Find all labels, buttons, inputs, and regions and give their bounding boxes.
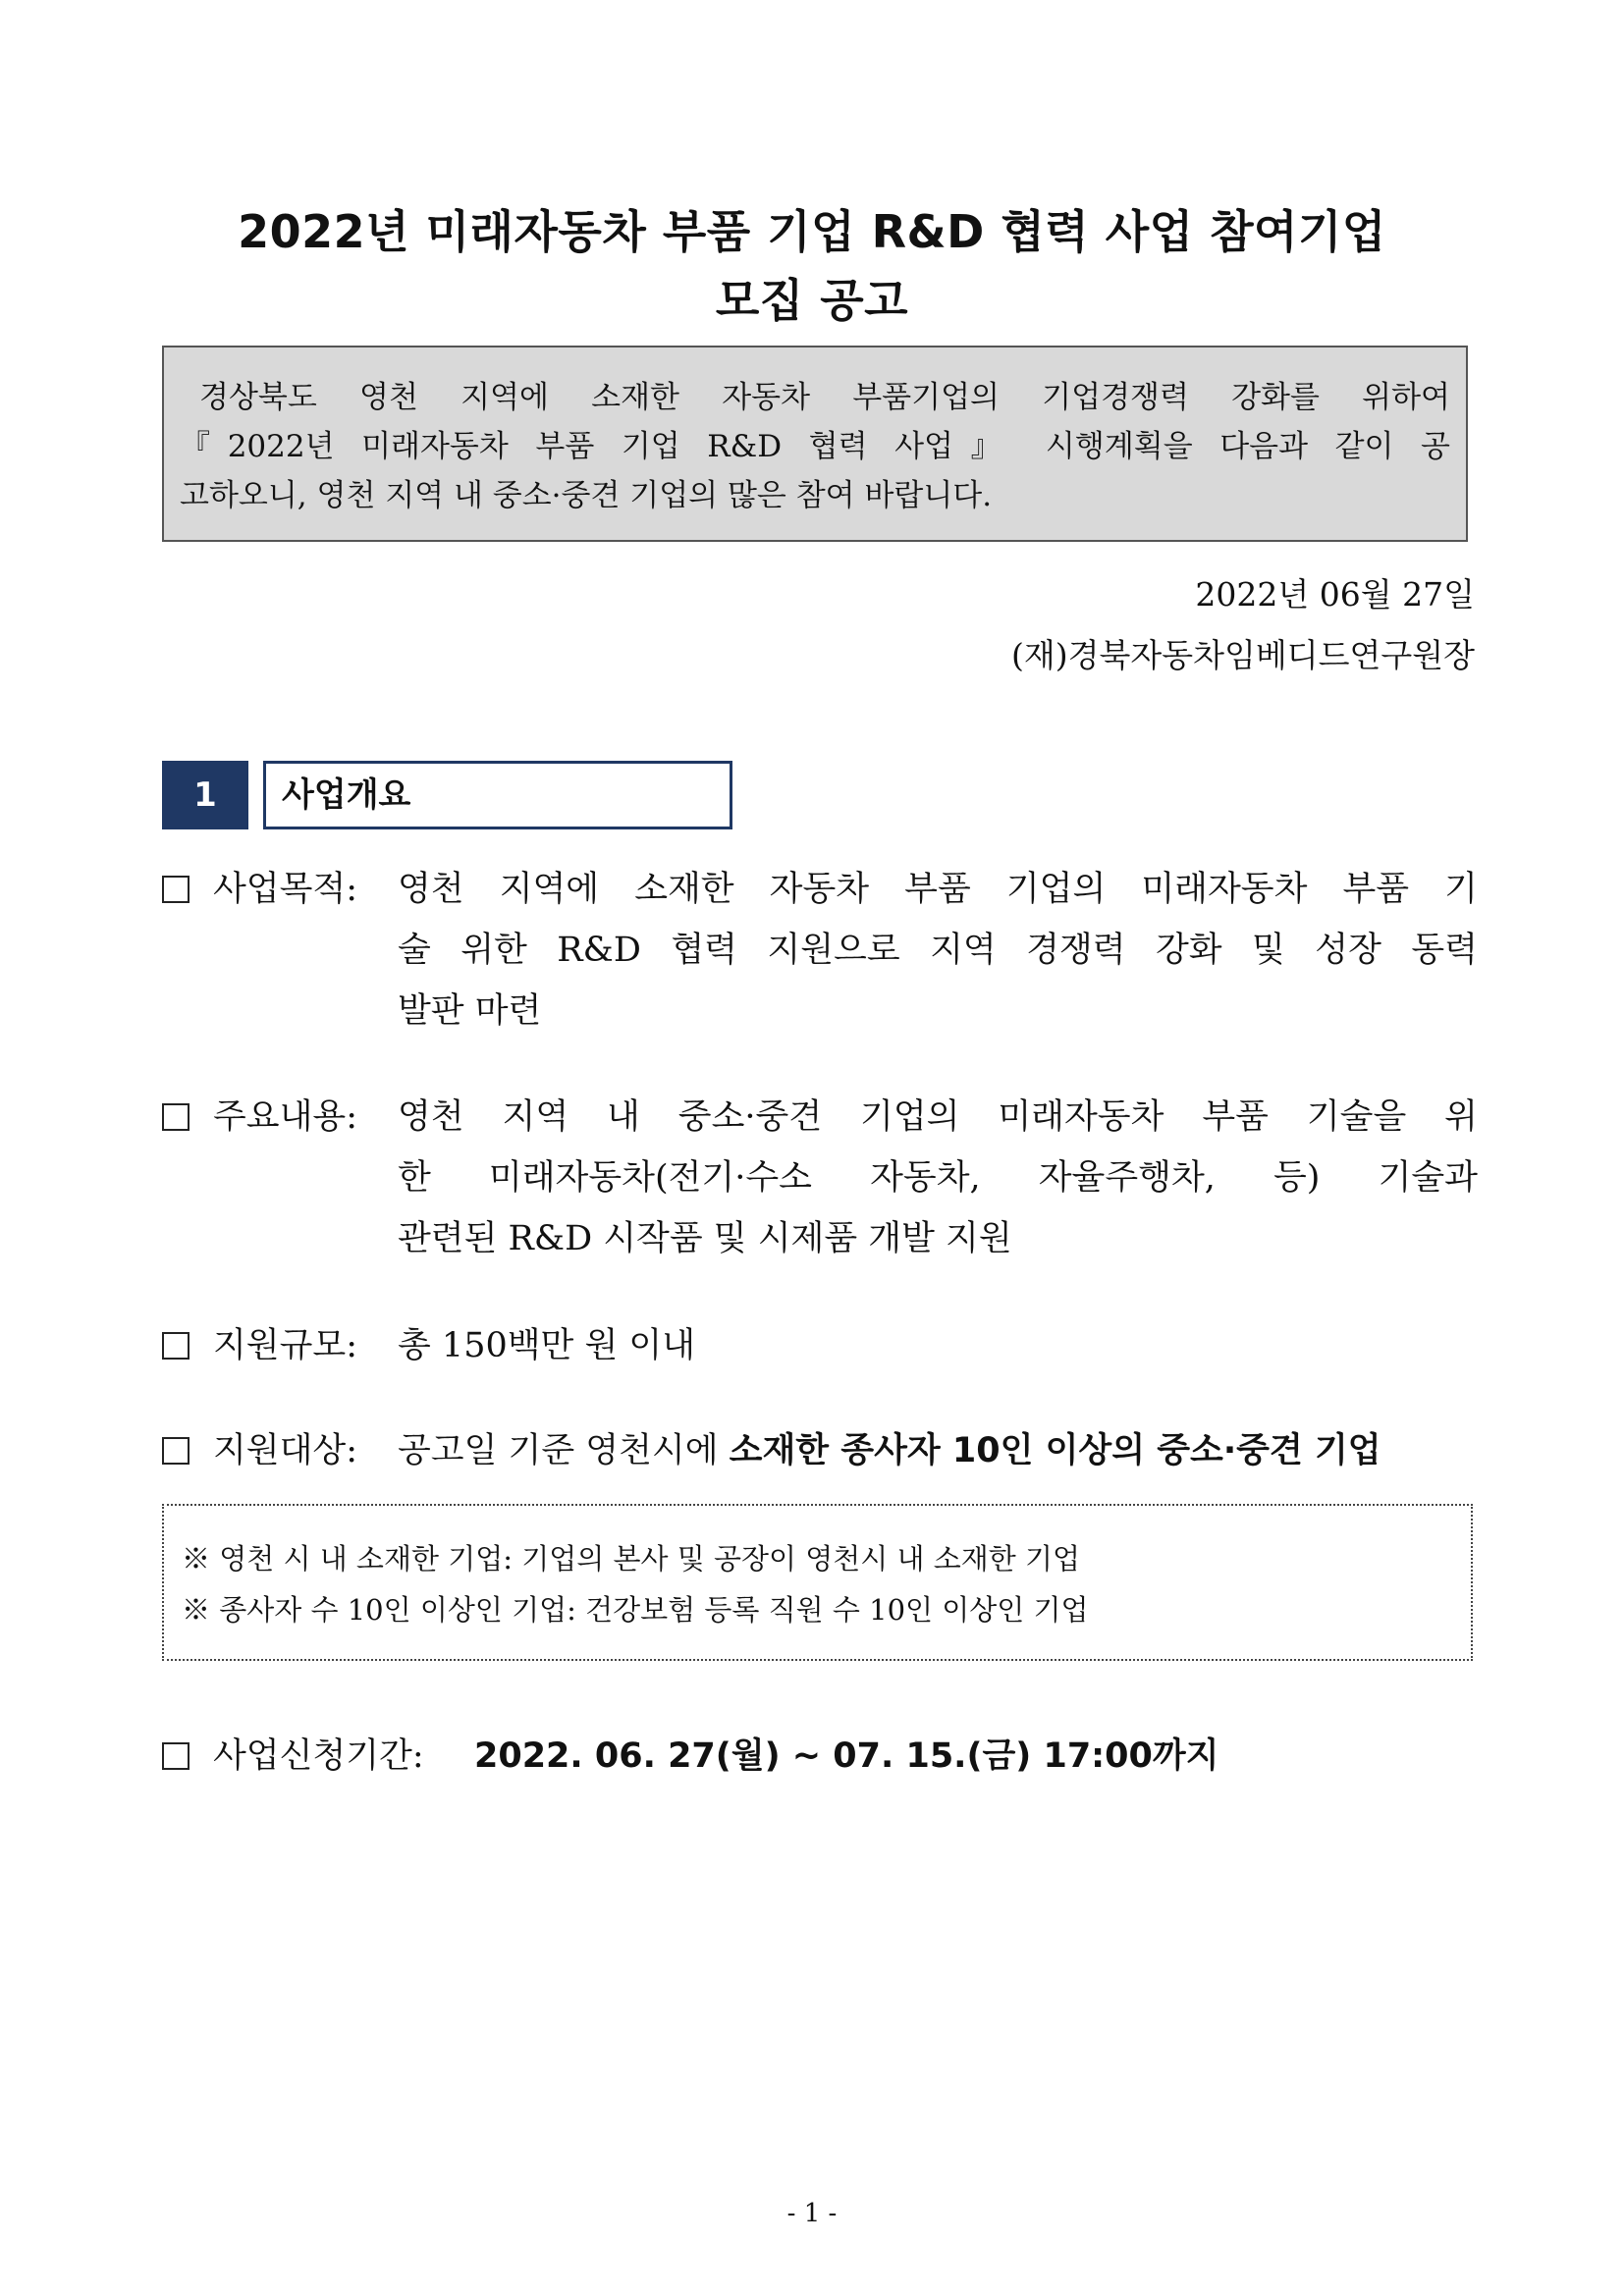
item-text-line1: 영천 지역에 소재한 자동차 부품 기업의 미래자동차 부품 기 <box>398 870 1478 909</box>
item-target <box>162 1420 1478 1481</box>
checkbox-icon <box>162 1437 189 1465</box>
item-text-line3: 관련된 R&D 시작품 및 시제품 개발 지원 <box>398 1219 1012 1258</box>
checkbox-icon <box>162 1103 189 1131</box>
page-number: - 1 - <box>786 2199 838 2228</box>
item-text-bold: 소재한 종사자 10인 이상의 중소·중견 기업 <box>729 1431 1381 1470</box>
section-title: 사업개요 <box>263 761 732 829</box>
item-text-line2: 술 위한 R&D 협력 지원으로 지역 경쟁력 강화 및 성장 동력 <box>398 931 1478 970</box>
section-number: 1 <box>162 761 248 829</box>
item-purpose <box>162 859 1478 1041</box>
note-box <box>162 1504 1473 1661</box>
item-text: 공고일 기준 영천시에 <box>398 1431 730 1470</box>
item-text-line1: 영천 지역 내 중소·중견 기업의 미래자동차 부품 기술을 위 <box>398 1097 1478 1137</box>
intro-line2: 『2022년 미래자동차 부품 기업 R&D 협력 사업』 시행계획을 다음과 같이 공 <box>180 429 1450 464</box>
item-period <box>162 1726 1478 1787</box>
item-text-line2: 한 미래자동차(전기·수소 자동차, 자율주행차, 등) 기술과 <box>398 1158 1478 1198</box>
announcement-date: 2022년 06월 27일 <box>1195 575 1475 614</box>
item-label: 주요내용: <box>213 1097 358 1137</box>
checkbox-icon <box>162 1742 189 1770</box>
item-text: 총 150백만 원 이내 <box>398 1326 696 1365</box>
note-line1: ※ 영천 시 내 소재한 기업: 기업의 본사 및 공장이 영천시 내 소재한 기업 <box>182 1542 1080 1575</box>
item-text-bold: 2022. 06. 27(월) ~ 07. 15.(금) 17:00까지 <box>474 1736 1219 1776</box>
item-text-line3: 발판 마련 <box>398 991 542 1031</box>
intro-line1: 경상북도 영천 지역에 소재한 자동차 부품기업의 기업경쟁력 강화를 위하여 <box>199 380 1450 415</box>
item-label: 사업신청기간: <box>213 1736 424 1776</box>
document-title-line1: 2022년 미래자동차 부품 기업 R&D 협력 사업 참여기업 <box>238 205 1386 258</box>
intro-line3: 고하오니, 영천 지역 내 중소·중견 기업의 많은 참여 바랍니다. <box>180 478 993 513</box>
document-title-line2: 모집 공고 <box>715 274 909 327</box>
item-label: 지원대상: <box>213 1431 358 1470</box>
item-label: 지원규모: <box>213 1326 358 1365</box>
item-label: 사업목적: <box>213 870 358 909</box>
note-line2: ※ 종사자 수 10인 이상인 기업: 건강보험 등록 직원 수 10인 이상인 기업 <box>182 1593 1089 1627</box>
checkbox-icon <box>162 1332 189 1360</box>
checkbox-icon <box>162 876 189 903</box>
issuer-name: (재)경북자동차임베디드연구원장 <box>1010 636 1475 674</box>
item-content <box>162 1087 1478 1269</box>
intro-box <box>162 346 1468 542</box>
item-scale <box>162 1315 1478 1376</box>
